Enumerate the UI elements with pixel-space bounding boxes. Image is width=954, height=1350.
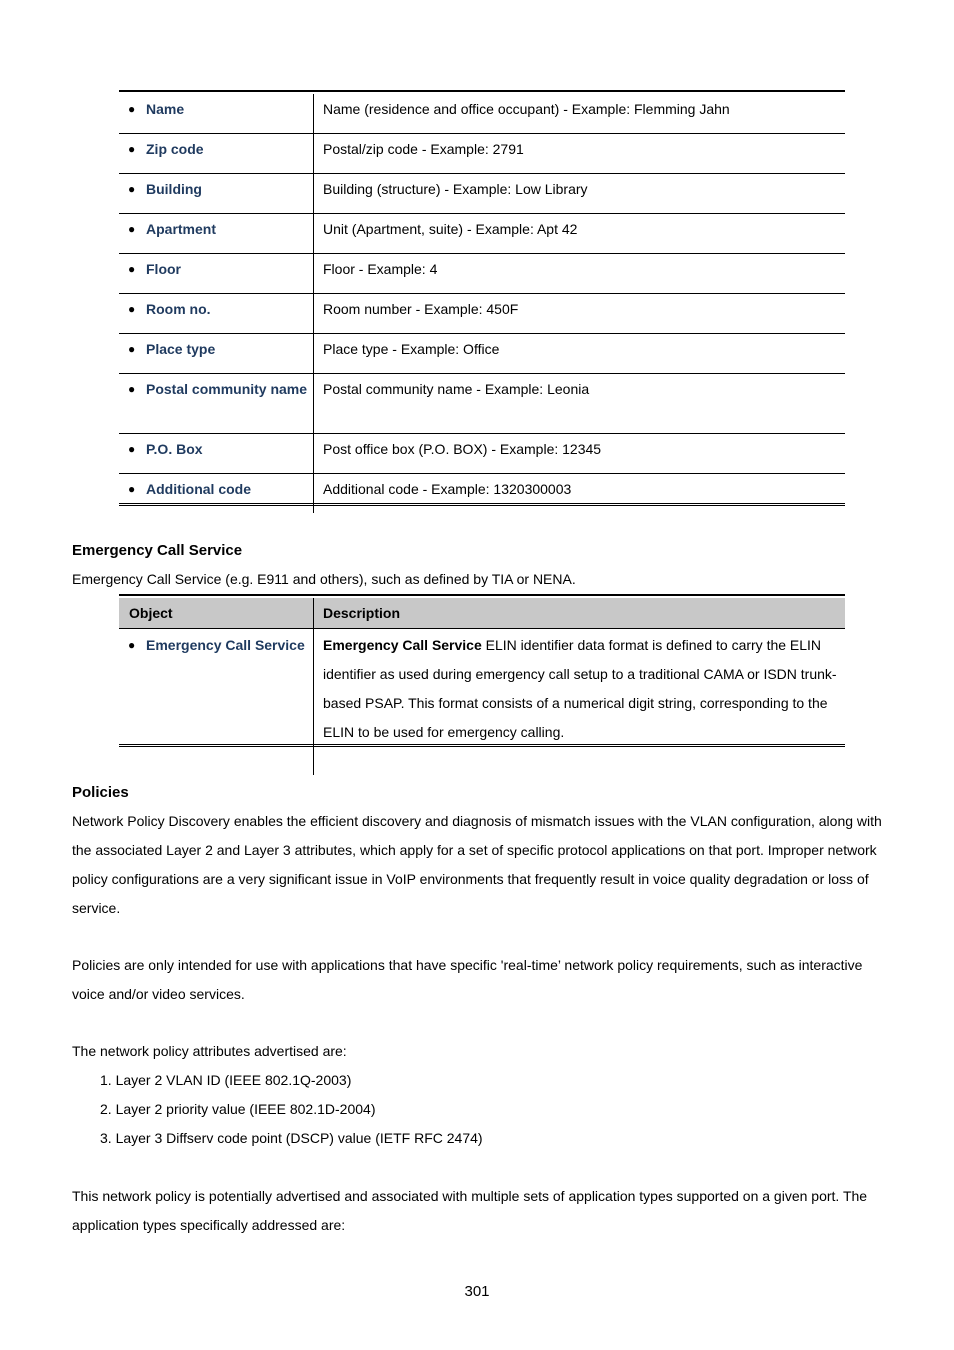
table-top-rule (119, 90, 845, 92)
object-label: Room no. (146, 301, 211, 317)
bullet-icon: ● (128, 102, 136, 116)
object-label: Zip code (146, 141, 204, 157)
table-row (119, 134, 845, 174)
header-description: Description (314, 598, 846, 629)
bullet-icon: ● (128, 638, 136, 652)
object-label: Building (146, 181, 202, 197)
bullet-icon: ● (128, 482, 136, 496)
bullet-icon: ● (128, 382, 136, 396)
policies-para-3: The network policy attributes advertised are: (72, 1043, 347, 1059)
list-item: 1. Layer 2 VLAN ID (IEEE 802.1Q-2003) (100, 1072, 352, 1088)
policies-para-1: Network Policy Discovery enables the efficient discovery and diagnosis of mismatch issues with the VLAN configuration, along with the associated Layer 2 and Layer 3 attributes, which apply for a set of specific protocol applications on that port. Improper network policy configurations are a very significant issue in VoIP environments that frequently result in voice quality degradation or loss of service. (72, 813, 882, 916)
object-description: Additional code - Example: 1320300003 (323, 481, 572, 497)
object-description: Unit (Apartment, suite) - Example: Apt 42 (323, 221, 578, 237)
object-label: Floor (146, 261, 181, 277)
object-label: Postal community name (146, 381, 308, 397)
table-row (119, 434, 845, 474)
table-row (119, 174, 845, 214)
object-label: Place type (146, 341, 216, 357)
table-row (119, 629, 845, 776)
table-row (119, 214, 845, 254)
object-description: Floor - Example: 4 (323, 261, 438, 277)
bullet-icon: ● (128, 302, 136, 316)
bullet-icon: ● (128, 222, 136, 236)
object-description: Name (residence and office occupant) - Example: Flemming Jahn (323, 101, 730, 117)
ecs-table (119, 598, 845, 775)
bullet-icon: ● (128, 262, 136, 276)
object-description: Place type - Example: Office (323, 341, 500, 357)
bullet-icon: ● (128, 182, 136, 196)
civic-address-table (119, 94, 845, 513)
bullet-icon: ● (128, 142, 136, 156)
bullet-icon: ● (128, 442, 136, 456)
object-description: Postal community name - Example: Leonia (323, 381, 590, 397)
object-description (323, 629, 839, 747)
object-description: Room number - Example: 450F (323, 301, 519, 317)
object-label: Apartment (146, 221, 217, 237)
object-label: P.O. Box (146, 441, 203, 457)
ecs-heading: Emergency Call Service (72, 542, 243, 559)
policies-para-4: This network policy is potentially advertised and associated with multiple sets of application types supported on a given port. The application types specifically addressed are: (72, 1188, 868, 1233)
policies-heading: Policies (72, 784, 129, 801)
table-row (119, 334, 845, 374)
list-item: 2. Layer 2 priority value (IEEE 802.1D-2004) (100, 1101, 376, 1117)
object-label: Additional code (146, 481, 251, 497)
table-row (119, 254, 845, 294)
ecs-table-bottom-rule (119, 744, 845, 747)
table-bottom-rule (119, 503, 845, 506)
object-label: Emergency Call Service (146, 637, 305, 653)
object-description: Post office box (P.O. BOX) - Example: 12345 (323, 441, 602, 457)
table-row (119, 374, 845, 434)
table-row (119, 294, 845, 334)
ecs-table-top-rule (119, 594, 845, 596)
header-object: Object (119, 598, 314, 629)
description-text: ELIN identifier data format is defined to carry the ELIN identifier as used during emergency call setup to a traditional CAMA or ISDN trunk-based PSAP. This format consists of a numerical digit string, corresponding to the ELIN to be used for emergency calling. (323, 637, 837, 740)
object-description: Building (structure) - Example: Low Library (323, 181, 588, 197)
bullet-icon: ● (128, 342, 136, 356)
table-row (119, 474, 845, 514)
policies-para-2: Policies are only intended for use with applications that have specific 'real-time’ network policy requirements, such as interactive voice and/or video services. (72, 957, 863, 1002)
ecs-intro: Emergency Call Service (e.g. E911 and others), such as defined by TIA or NENA. (72, 571, 576, 587)
page-number: 301 (464, 1283, 490, 1300)
list-item: 3. Layer 3 Diffserv code point (DSCP) value (IETF RFC 2474) (100, 1130, 483, 1146)
object-label: Name (146, 101, 185, 117)
table-row (119, 94, 845, 134)
description-bold: Emergency Call Service (323, 637, 482, 653)
object-description: Postal/zip code - Example: 2791 (323, 141, 524, 157)
